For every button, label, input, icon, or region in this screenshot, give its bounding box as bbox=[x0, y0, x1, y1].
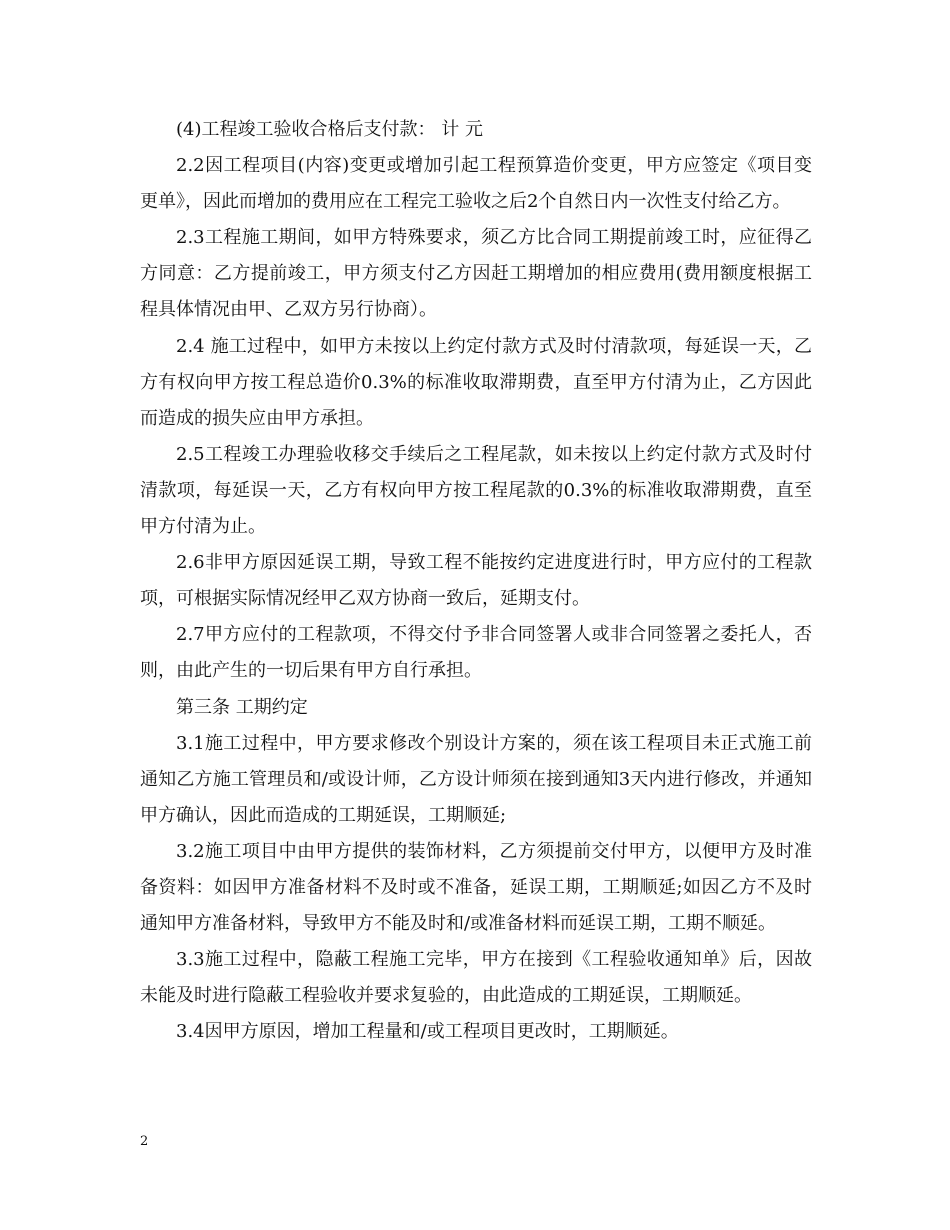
paragraph-3-4: 3.4因甲方原因，增加工程量和/或工程项目更改时，工期顺延。 bbox=[176, 1021, 679, 1043]
paragraph-3-1: 3.1施工过程中，甲方要求修改个别设计方案的，须在该工程项目未正式施工前通知乙方施工管理员和/或设计师，乙方设计师须在接到通知3天内进行修改，并通知甲方确认，因此而造成的工期延误，工期顺延; bbox=[140, 732, 812, 826]
paragraph-2-3: 2.3工程施工期间，如甲方特殊要求，须乙方比合同工期提前竣工时，应征得乙方同意：乙方提前竣工，甲方须支付乙方因赶工期增加的相应费用(费用额度根据工程具体情况由甲、乙双方另行协商）。 bbox=[140, 227, 812, 321]
paragraph-2-2: 2.2因工程项目(内容)变更或增加引起工程预算造价变更，甲方应签定《项目变更单》，因此而增加的费用应在工程完工验收之后2个自然日内一次性支付给乙方。 bbox=[140, 155, 812, 213]
paragraph-2-5: 2.5工程竣工办理验收移交手续后之工程尾款，如未按以上约定付款方式及时付清款项，每延误一天，乙方有权向甲方按工程尾款的0.3%的标准收取滞期费，直至甲方付清为止。 bbox=[140, 443, 812, 538]
paragraph-2-4: 2.4 施工过程中，如甲方未按以上约定付款方式及时付清款项，每延误一天，乙方有权向甲方按工程总造价0.3%的标准收取滞期费，直至甲方付清为止，乙方因此而造成的损失应由甲方承担。 bbox=[140, 335, 812, 429]
document-body bbox=[140, 112, 812, 1050]
paragraph-2-6: 2.6非甲方原因延误工期，导致工程不能按约定进度进行时，甲方应付的工程款项，可根据实际情况经甲乙双方协商一致后，延期支付。 bbox=[140, 552, 812, 610]
paragraph-2-7: 2.7甲方应付的工程款项，不得交付予非合同签署人或非合同签署之委托人，否则，由此产生的一切后果有甲方自行承担。 bbox=[140, 624, 812, 682]
paragraph-final-payment: (4)工程竣工验收合格后支付款： 计 元 bbox=[176, 119, 483, 140]
section-heading-article-3: 第三条 工期约定 bbox=[176, 696, 308, 718]
page-number: 2 bbox=[140, 1134, 149, 1149]
paragraph-3-3: 3.3施工过程中，隐蔽工程施工完毕，甲方在接到《工程验收通知单》后，因故未能及时进行隐蔽工程验收并要求复验的，由此造成的工期延误，工期顺延。 bbox=[140, 949, 812, 1007]
paragraph-3-2: 3.2施工项目中由甲方提供的装饰材料，乙方须提前交付甲方，以便甲方及时准备资料：如因甲方准备材料不及时或不准备，延误工期，工期顺延;如因乙方不及时通知甲方准备材料，导致甲方不能及时和/或准备材料而延误工期，工期不顺延。 bbox=[140, 840, 812, 935]
